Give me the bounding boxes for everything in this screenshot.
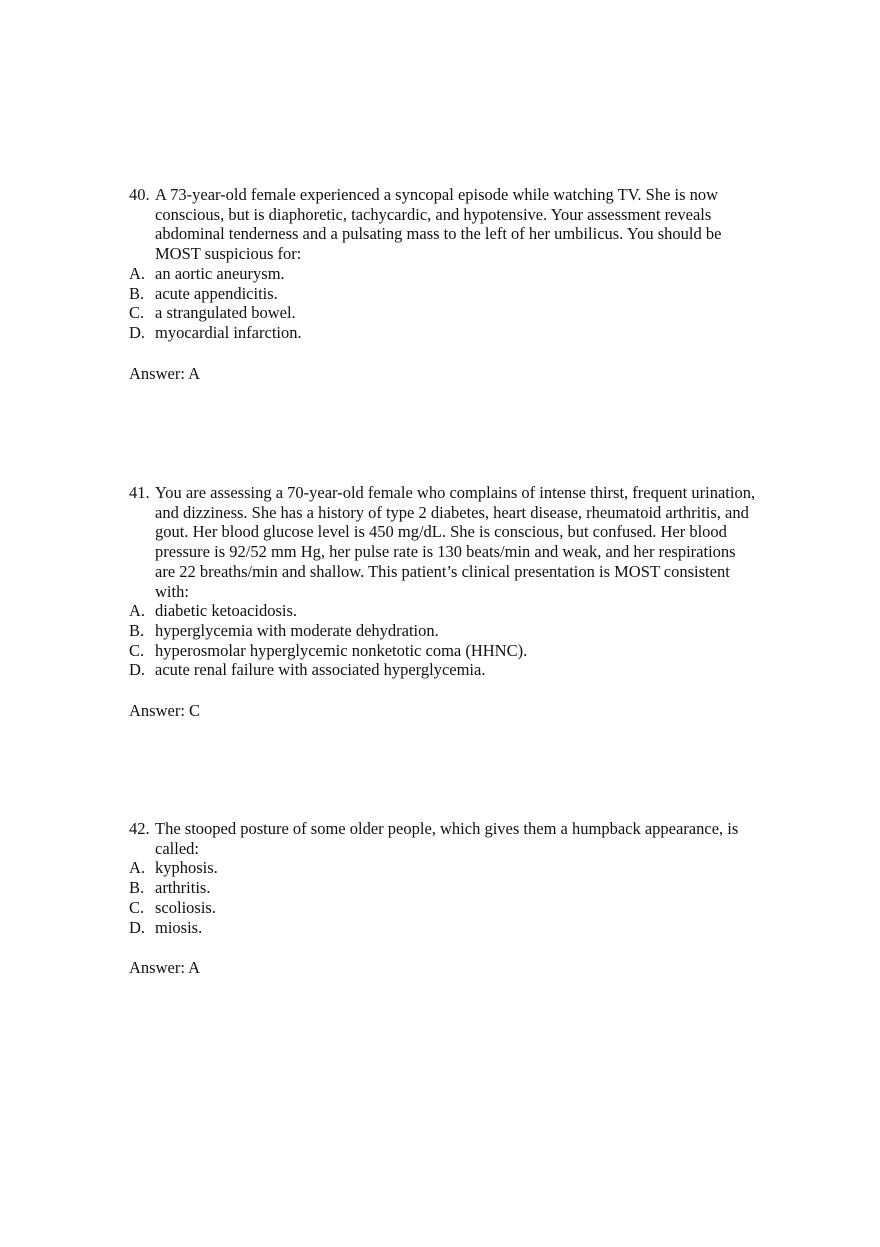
question-text: The stooped posture of some older people, which gives them a humpback appearance, is called: — [155, 819, 739, 858]
question-number: 42. — [129, 819, 150, 838]
choice-letter: C. — [129, 303, 145, 323]
question-40 — [129, 185, 759, 383]
choice-c — [129, 898, 759, 918]
choice-letter: D. — [129, 322, 146, 342]
question-stem — [129, 185, 759, 264]
choice-letter: A. — [129, 858, 146, 878]
choice-c — [129, 303, 759, 323]
choice-text: an aortic aneurysm. — [155, 263, 285, 283]
choice-text: acute renal failure with associated hyperglycemia. — [155, 660, 486, 680]
choice-letter: D. — [129, 660, 146, 680]
choice-text: miosis. — [155, 917, 203, 937]
answer-line: Answer: A — [129, 958, 201, 978]
choice-c — [129, 641, 759, 661]
choice-a — [129, 264, 759, 284]
choice-letter: A. — [129, 601, 146, 621]
choice-a — [129, 601, 759, 621]
question-text: A 73-year-old female experienced a syncopal episode while watching TV. She is now conscious, but is diaphoretic, tachycardic, and hypotensive. Your assessment reveals abdominal tenderness and a pulsating mass to the left of her umbilicus. You should be MOST suspicious for: — [155, 185, 722, 264]
question-stem — [129, 819, 759, 858]
choice-letter: B. — [129, 878, 145, 898]
choice-letter: C. — [129, 897, 145, 917]
choice-d — [129, 323, 759, 343]
choice-letter: B. — [129, 283, 145, 303]
choice-b — [129, 878, 759, 898]
choice-text: myocardial infarction. — [155, 322, 302, 342]
question-number: 41. — [129, 483, 150, 502]
choice-text: scoliosis. — [155, 897, 216, 917]
choice-letter: D. — [129, 917, 146, 937]
question-text: You are assessing a 70-year-old female who complains of intense thirst, frequent urination, and dizziness. She has a history of type 2 diabetes, heart disease, rheumatoid arthritis, and gout. Her blood glucose level is 450 mg/dL. She is conscious, but confused. Her blood pressure is 92/52 mm Hg, her pulse rate is 130 beats/min and weak, and her respirations are 22 breaths/min and shallow. This patient’s clinical presentation is MOST consistent with: — [155, 483, 756, 601]
choice-d — [129, 660, 759, 680]
question-42 — [129, 819, 759, 978]
answer-line: Answer: A — [129, 363, 201, 383]
choice-letter: A. — [129, 263, 146, 283]
choice-text: hyperglycemia with moderate dehydration. — [155, 620, 439, 640]
choice-text: a strangulated bowel. — [155, 303, 296, 323]
choice-text: kyphosis. — [155, 858, 218, 878]
question-41 — [129, 483, 759, 721]
question-stem — [129, 483, 759, 601]
choice-text: acute appendicitis. — [155, 283, 278, 303]
choice-d — [129, 918, 759, 938]
choice-text: diabetic ketoacidosis. — [155, 601, 298, 621]
choice-a — [129, 858, 759, 878]
choice-text: arthritis. — [155, 878, 211, 898]
choice-letter: B. — [129, 620, 145, 640]
choice-letter: C. — [129, 640, 145, 660]
answer-line: Answer: C — [129, 701, 201, 721]
choice-b — [129, 284, 759, 304]
question-number: 40. — [129, 185, 150, 204]
choice-text: hyperosmolar hyperglycemic nonketotic coma (HHNC). — [155, 640, 528, 660]
choice-b — [129, 621, 759, 641]
